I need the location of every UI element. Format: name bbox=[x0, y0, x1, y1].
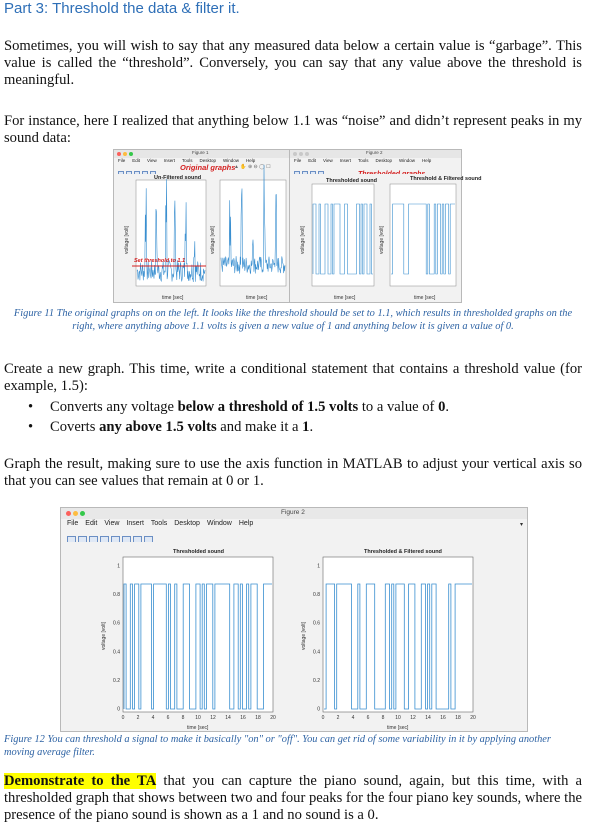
plot1-axes bbox=[312, 184, 374, 286]
figure11-left-plots bbox=[114, 174, 290, 302]
plot2-axes bbox=[390, 184, 456, 286]
menu-view[interactable]: View bbox=[147, 158, 157, 163]
plot2-ylabel: voltage [volt] bbox=[301, 621, 307, 650]
plot2-ylabel: voltage [volt] bbox=[210, 225, 216, 254]
demonstrate-paragraph: Demonstrate to the TA that you can capture the piano sound, again, but this time, with a thresholded graph that shows between two and four peaks for the four piano key sounds, where the presence of the piano sound is shown as a 1 and no sound is a 0. bbox=[4, 773, 582, 823]
xtick-label: 2 bbox=[336, 715, 340, 721]
chevron-down-icon[interactable]: ▾ bbox=[519, 522, 523, 528]
intro-paragraph: Sometimes, you will wish to say that any measured data below a certain value is “garbage”. This value is called the “threshold”. Conversely, you can say that any value above the threshold is meaningful. bbox=[4, 38, 582, 88]
figure11-right-window bbox=[289, 149, 482, 303]
ytick-label: 0.4 bbox=[313, 649, 320, 656]
maximize-icon[interactable] bbox=[129, 152, 133, 156]
maximize-icon[interactable] bbox=[80, 511, 85, 516]
ytick-label: 0.8 bbox=[113, 592, 120, 599]
menu-file[interactable]: File bbox=[67, 520, 79, 527]
xtick-label: 18 bbox=[255, 715, 261, 721]
window-titlebar bbox=[290, 150, 461, 158]
minimize-icon[interactable] bbox=[73, 511, 78, 516]
create-paragraph: Create a new graph. This time, write a conditional statement that contains a threshold value (for example, 1.5): bbox=[4, 361, 582, 394]
bullet-item: • Converts any voltage below a threshold of 1.5 volts to a value of 0. bbox=[28, 399, 450, 415]
menu-window[interactable]: Window bbox=[206, 520, 232, 527]
window-titlebar bbox=[114, 150, 290, 158]
xtick-label: 16 bbox=[240, 715, 246, 721]
close-icon[interactable] bbox=[293, 152, 297, 156]
xtick-label: 14 bbox=[225, 715, 231, 721]
menu-tools[interactable]: Tools bbox=[181, 158, 193, 163]
menu-help[interactable]: Help bbox=[246, 158, 256, 163]
menu-edit[interactable]: Edit bbox=[85, 520, 98, 527]
menu-edit[interactable]: Edit bbox=[308, 158, 317, 163]
window-titlebar bbox=[61, 508, 527, 519]
menu-insert[interactable]: Insert bbox=[163, 158, 175, 163]
menu-help[interactable]: Help bbox=[422, 158, 432, 163]
menu-view[interactable]: View bbox=[104, 520, 120, 527]
xtick-label: 8 bbox=[181, 715, 185, 721]
demonstrate-highlight: Demonstrate to the TA bbox=[4, 773, 157, 789]
plot1-xlabel: time [sec] bbox=[162, 295, 184, 301]
plot1-ylabel: voltage [volt] bbox=[101, 621, 107, 650]
menu-tools[interactable]: Tools bbox=[357, 158, 369, 163]
section-heading: Part 3: Threshold the data & filter it. bbox=[4, 0, 240, 17]
figure12-plots bbox=[61, 542, 527, 731]
figure12-window bbox=[60, 507, 528, 732]
graph-paragraph: Graph the result, making sure to use the axis function in MATLAB to adjust your vertical axis so that you can see values that remain at 0 or 1. bbox=[4, 456, 582, 489]
plot1-xlabel: time [sec] bbox=[187, 725, 209, 731]
menu-bar bbox=[294, 158, 438, 163]
figure11-left-window bbox=[113, 149, 291, 303]
menu-desktop[interactable]: Desktop bbox=[199, 158, 217, 163]
menu-desktop[interactable]: Desktop bbox=[174, 520, 200, 527]
menu-help[interactable]: Help bbox=[238, 520, 254, 527]
window-title: Figure 2 bbox=[281, 509, 305, 516]
plot2-xlabel: time [sec] bbox=[414, 295, 436, 301]
xtick-label: 4 bbox=[351, 715, 355, 721]
window-title: Figure 1 bbox=[192, 150, 209, 155]
figure12-caption: Figure 12 You can threshold a signal to make it basically "on" or "off". You can get rid of some variability in it by applying another moving average filter. bbox=[4, 734, 551, 758]
xtick-label: 12 bbox=[410, 715, 416, 721]
menu-bar bbox=[67, 520, 260, 527]
xtick-label: 20 bbox=[270, 715, 276, 721]
menu-file[interactable]: File bbox=[294, 158, 302, 163]
threshold-note: Set threshold to 1.1 bbox=[134, 258, 186, 264]
xtick-label: 0 bbox=[121, 715, 125, 721]
plot2-title: Threshold & Filtered sound bbox=[410, 176, 482, 182]
menu-insert[interactable]: Insert bbox=[126, 520, 144, 527]
xtick-label: 8 bbox=[381, 715, 385, 721]
xtick-label: 10 bbox=[195, 715, 201, 721]
minimize-icon[interactable] bbox=[123, 152, 127, 156]
menu-window[interactable]: Window bbox=[399, 158, 416, 163]
ytick-label: 1 bbox=[117, 563, 120, 570]
close-icon[interactable] bbox=[117, 152, 121, 156]
xtick-label: 10 bbox=[395, 715, 401, 721]
menu-view[interactable]: View bbox=[323, 158, 333, 163]
plot1-ylabel: voltage [volt] bbox=[124, 225, 130, 254]
maximize-icon[interactable] bbox=[305, 152, 309, 156]
ytick-label: 0.6 bbox=[113, 620, 120, 627]
plot1-xlabel: time [sec] bbox=[334, 295, 356, 301]
plot2-ylabel: voltage [volt] bbox=[379, 225, 385, 254]
instance-paragraph: For instance, here I realized that anything below 1.1 was “noise” and didn’t represent peaks in my sound data: bbox=[4, 113, 582, 146]
window-title: Figure 2 bbox=[366, 150, 383, 155]
xtick-label: 12 bbox=[210, 715, 216, 721]
close-icon[interactable] bbox=[66, 511, 71, 516]
plot1-title: Thresholded sound bbox=[173, 549, 225, 555]
ytick-label: 0.2 bbox=[113, 677, 120, 684]
ytick-label: 0.2 bbox=[313, 677, 320, 684]
ytick-label: 0 bbox=[317, 706, 320, 713]
plot1-title: Thresholded sound bbox=[326, 178, 378, 184]
plot1-ylabel: voltage [volt] bbox=[300, 225, 306, 254]
menu-file[interactable]: File bbox=[118, 158, 126, 163]
xtick-label: 6 bbox=[366, 715, 370, 721]
xtick-label: 0 bbox=[321, 715, 325, 721]
ytick-label: 1 bbox=[317, 563, 320, 570]
plot2-xlabel: time [sec] bbox=[246, 295, 268, 301]
figure11-caption: Figure 11 The original graphs on on the left. It looks like the threshold should be set to 1.1, which results in thresholded graphs on the right, where anything above 1.1 volts is given a new value of 1 and anything below it is given a value of 0. bbox=[13, 308, 573, 332]
zoom-tools[interactable]: ▲ ✋ ⊕ ⊖ ◯ ☐ bbox=[234, 164, 271, 170]
ytick-label: 0 bbox=[117, 706, 120, 713]
menu-tools[interactable]: Tools bbox=[150, 520, 168, 527]
plot2-title: Thresholded & Filtered sound bbox=[364, 549, 442, 555]
ytick-label: 0.4 bbox=[113, 649, 120, 656]
plot2-xlabel: time [sec] bbox=[387, 725, 409, 731]
ytick-label: 0.8 bbox=[313, 592, 320, 599]
menu-edit[interactable]: Edit bbox=[132, 158, 141, 163]
xtick-label: 20 bbox=[470, 715, 476, 721]
xtick-label: 6 bbox=[166, 715, 170, 721]
xtick-label: 4 bbox=[151, 715, 155, 721]
xtick-label: 14 bbox=[425, 715, 431, 721]
menu-window[interactable]: Window bbox=[223, 158, 240, 163]
figure11-right-plots bbox=[290, 174, 482, 302]
xtick-label: 18 bbox=[455, 715, 461, 721]
ytick-label: 0.6 bbox=[313, 620, 320, 627]
original-graphs-annotation: Original graphs bbox=[180, 163, 236, 172]
plot1-title: Un-Filtered sound bbox=[154, 175, 202, 181]
menu-desktop[interactable]: Desktop bbox=[375, 158, 393, 163]
menu-insert[interactable]: Insert bbox=[339, 158, 351, 163]
minimize-icon[interactable] bbox=[299, 152, 303, 156]
xtick-label: 2 bbox=[136, 715, 140, 721]
xtick-label: 16 bbox=[440, 715, 446, 721]
bullet-item: • Coverts any above 1.5 volts and make it a 1. bbox=[28, 419, 314, 435]
